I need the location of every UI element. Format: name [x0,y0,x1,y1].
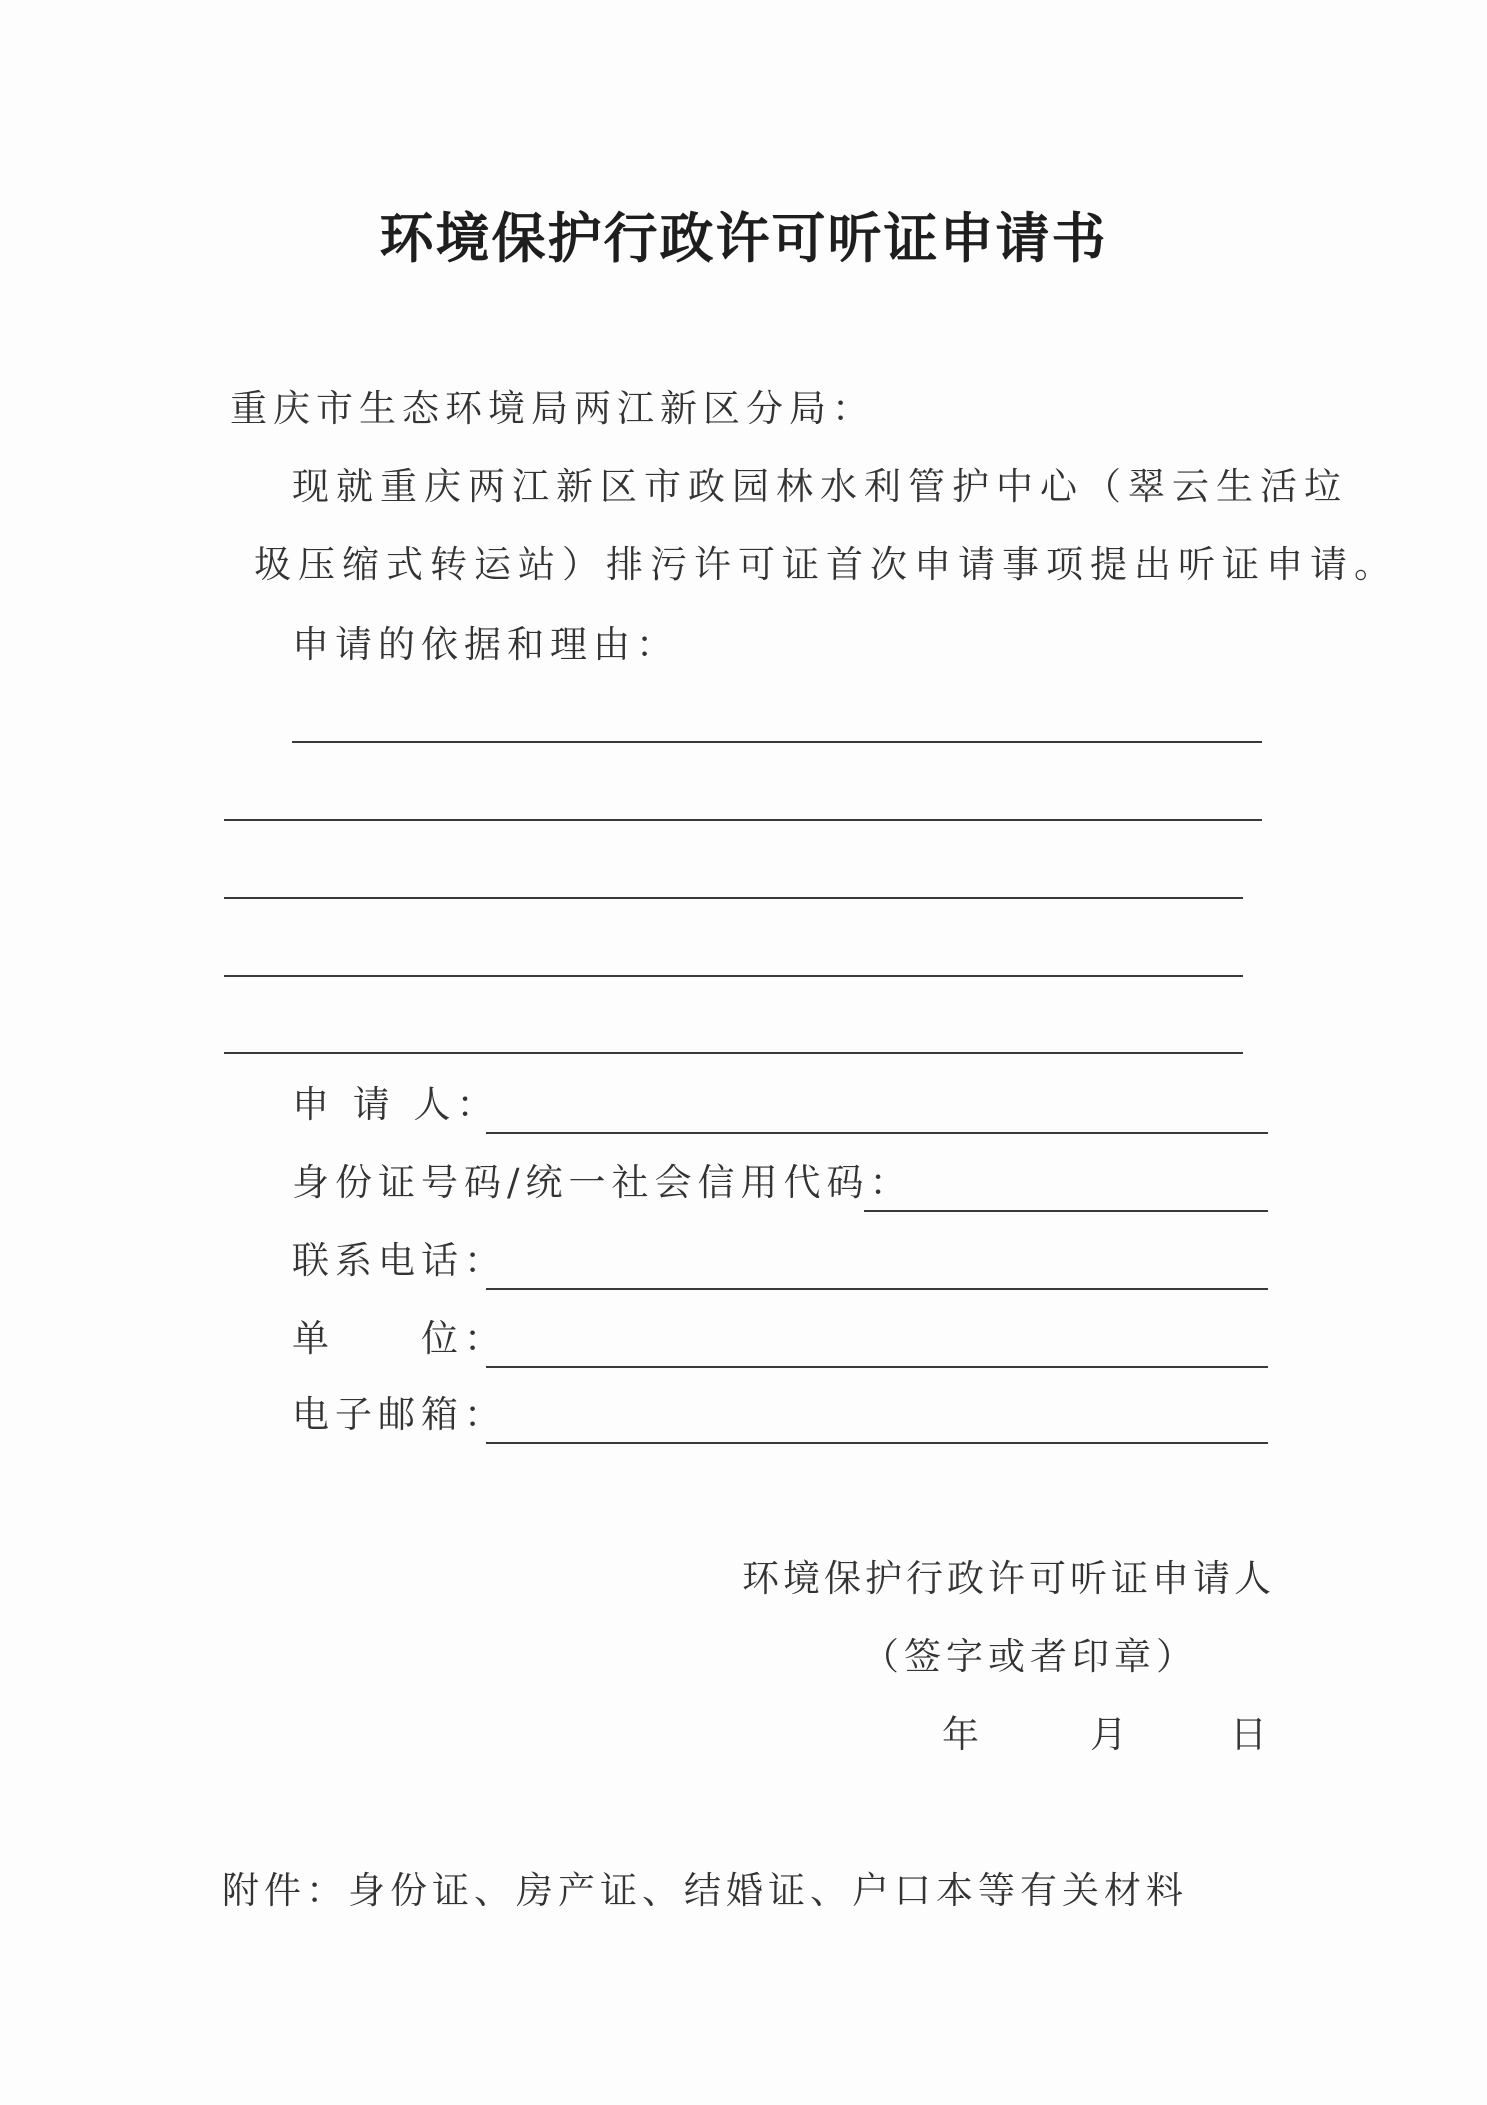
reason-blank-line [224,819,1262,821]
reason-blank-line [224,1052,1243,1054]
date-month: 月 [1090,1713,1127,1756]
document-title: 环境保护行政许可听证申请书 [379,206,1108,270]
applicant-label: 申 请 人： [292,1083,500,1126]
reason-label: 申请的依据和理由： [292,623,679,666]
id-number-blank [864,1210,1268,1212]
addressee: 重庆市生态环境局两江新区分局： [230,387,875,430]
reason-blank-line [224,975,1243,977]
applicant-blank [486,1132,1268,1134]
unit-label: 单 位： [292,1317,507,1360]
email-blank [486,1442,1268,1444]
phone-label: 联系电话： [292,1239,507,1282]
phone-field [292,1236,1268,1292]
applicant-field [292,1080,1268,1136]
date-year: 年 [942,1713,979,1756]
unit-field [292,1314,1268,1370]
body-paragraph-line-2: 圾压缩式转运站）排污许可证首次申请事项提出听证申请。 [254,543,1398,586]
email-label: 电子邮箱： [292,1393,507,1436]
reason-blank-line [224,897,1243,899]
date-day: 日 [1230,1713,1267,1756]
signature-note: （签字或者印章） [862,1635,1198,1678]
body-paragraph-line-1: 现就重庆两江新区市政园林水利管护中心（翠云生活垃 [292,465,1348,508]
signature-applicant-title: 环境保护行政许可听证申请人 [742,1557,1275,1600]
id-number-field [292,1158,1268,1214]
email-field [292,1390,1268,1446]
unit-blank [486,1366,1268,1368]
phone-blank [486,1288,1268,1290]
id-number-label: 身份证号码/统一社会信用代码： [292,1161,913,1204]
attachment-note: 附件：身份证、房产证、结婚证、户口本等有关材料 [222,1869,1188,1912]
reason-blank-line [292,741,1262,743]
